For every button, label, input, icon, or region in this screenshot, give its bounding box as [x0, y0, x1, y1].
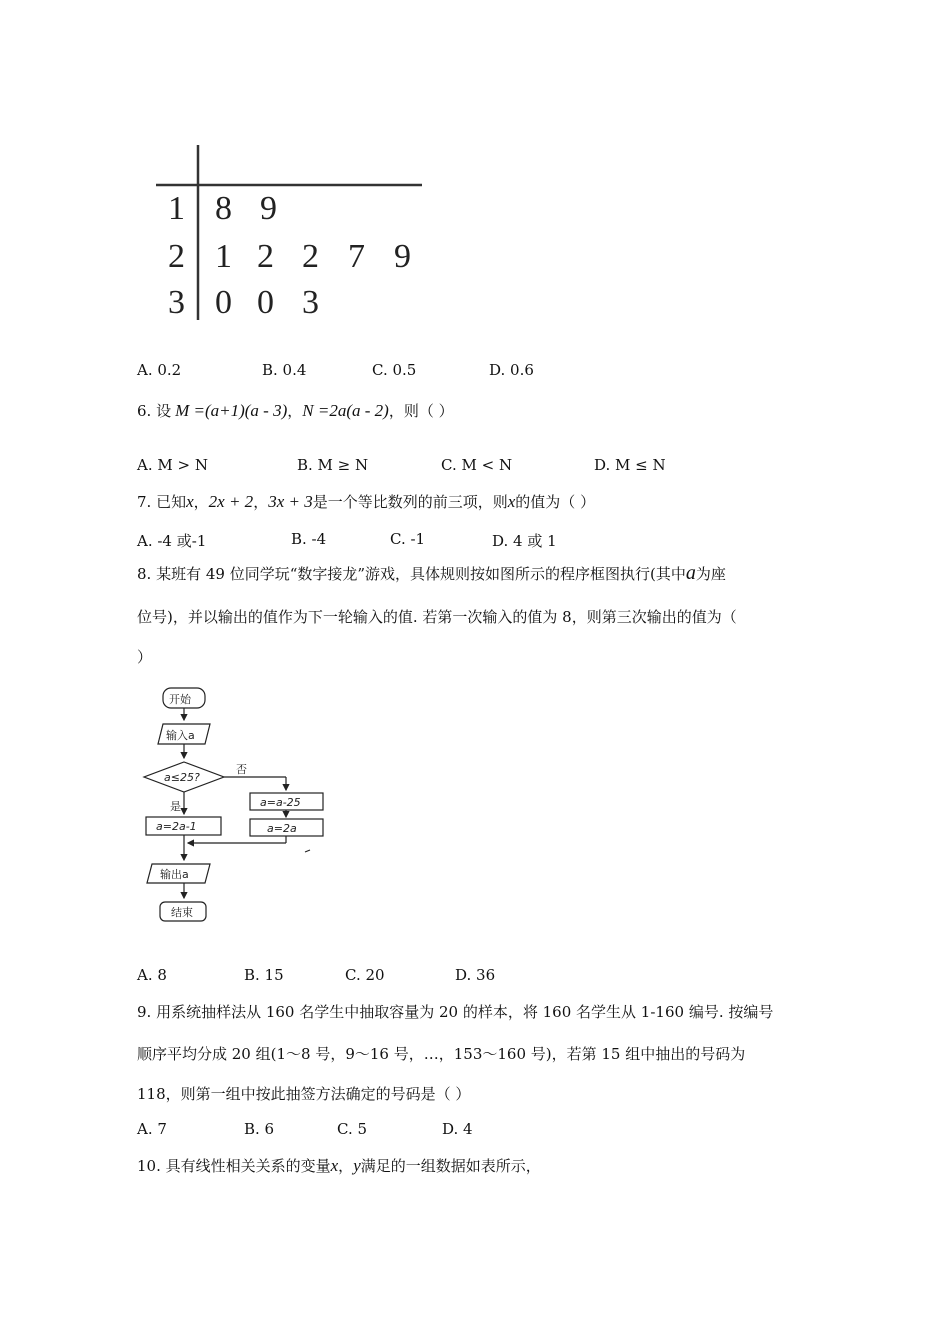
- option-c: C. 5: [337, 1120, 368, 1138]
- stem-leaf-lines: [150, 140, 430, 325]
- option-a: A. M > N: [137, 456, 208, 474]
- leaf: 9: [394, 238, 411, 275]
- option-a: A. 7: [137, 1120, 167, 1138]
- question-7: [137, 491, 595, 512]
- option-d: D. M ≤ N: [594, 456, 666, 474]
- question-9-line-3: 118，则第一组中按此抽签方法确定的号码是（ ）: [137, 1085, 471, 1103]
- q8-var-a: a: [685, 562, 696, 584]
- leaf: 9: [260, 190, 277, 227]
- flowchart: [130, 680, 360, 930]
- q6-n-expr: N =2a(a - 2): [302, 401, 389, 420]
- leaf: 2: [302, 238, 319, 275]
- stem-2: 2: [168, 238, 185, 275]
- q10-var-y: y: [353, 1156, 361, 1175]
- flow-cond-label: a≤25?: [164, 771, 200, 784]
- question-8-line-2: 位号)，并以输出的值作为下一轮输入的值. 若第一次输入的值为 8，则第三次输出的值为（: [137, 608, 737, 626]
- option-d: D. 4: [442, 1120, 473, 1138]
- q10-suffix: 满足的一组数据如表所示，: [360, 1157, 541, 1175]
- option-b: B. 6: [244, 1120, 275, 1138]
- q7-var-x2: x: [507, 492, 516, 511]
- leaf: 8: [215, 190, 232, 227]
- q7-expr2: 2x + 2: [208, 492, 254, 511]
- option-d: D. 36: [455, 966, 496, 984]
- q7-mid: 是一个等比数列的前三项，则: [312, 493, 508, 511]
- leaf: 0: [215, 284, 232, 321]
- question-8-line-3: ）: [137, 648, 153, 666]
- q10-sep: ，: [338, 1157, 354, 1175]
- option-b: B. M ≥ N: [297, 456, 369, 474]
- q7-expr3: 3x + 3: [268, 492, 313, 511]
- flow-output-label: 输出a: [160, 868, 189, 881]
- leaf: 0: [257, 284, 274, 321]
- q6-sep: ，: [287, 402, 303, 420]
- option-a: A. 0.2: [137, 361, 182, 379]
- flow-end-label: 结束: [171, 906, 193, 919]
- option-b: B. 15: [244, 966, 284, 984]
- flow-no-label: 否: [236, 763, 247, 776]
- leaf: 7: [348, 238, 365, 275]
- flow-yes-label: 是: [170, 800, 181, 813]
- q7-suffix: 的值为（ ）: [515, 493, 596, 511]
- question-9-line-1: 9. 用系统抽样法从 160 名学生中抽取容量为 20 的样本，将 160 名学生从 1-160 编号. 按编号: [137, 1003, 774, 1021]
- option-d: D. 4 或 1: [492, 532, 557, 550]
- flow-input-label: 输入a: [166, 729, 195, 742]
- option-c: C. M < N: [441, 456, 513, 474]
- flow-start-label: 开始: [169, 693, 191, 706]
- q7-var-x: x: [186, 492, 194, 511]
- leaf: 2: [257, 238, 274, 275]
- q8-text-end: 为座: [695, 565, 726, 583]
- option-a: A. 8: [137, 966, 167, 984]
- option-c: C. 20: [345, 966, 385, 984]
- option-b: B. -4: [291, 530, 327, 548]
- question-6: [137, 400, 454, 421]
- stem-3: 3: [168, 284, 185, 321]
- option-b: B. 0.4: [262, 361, 307, 379]
- q10-prefix: 10. 具有线性相关关系的变量: [137, 1157, 331, 1175]
- q7-prefix: 7. 已知: [137, 493, 187, 511]
- option-a: A. -4 或-1: [137, 532, 207, 550]
- option-c: C. 0.5: [372, 361, 417, 379]
- stem-1: 1: [168, 190, 185, 227]
- option-d: D. 0.6: [489, 361, 534, 379]
- q6-m-expr: M =(a+1)(a - 3): [175, 401, 288, 420]
- q10-var-x: x: [330, 1156, 339, 1175]
- question-9-line-2: 顺序平均分成 20 组(1～8 号，9～16 号，…，153～160 号)，若第 15 组中抽出的号码为: [137, 1045, 746, 1063]
- q6-prefix: 6. 设: [137, 402, 172, 420]
- question-8-line-1: [137, 562, 726, 585]
- option-c: C. -1: [390, 530, 426, 548]
- leaf: 1: [215, 238, 232, 275]
- flow-no-box-2-label: a=2a: [267, 822, 297, 835]
- flow-no-box-1-label: a=a-25: [260, 796, 301, 809]
- flow-yes-box-label: a=2a-1: [156, 820, 197, 833]
- q7-sep1: ，: [193, 493, 209, 511]
- q7-sep2: ，: [253, 493, 269, 511]
- q6-suffix: ，则（ ）: [388, 402, 454, 420]
- leaf: 3: [302, 284, 319, 321]
- q8-text: 8. 某班有 49 位同学玩“数字接龙”游戏，具体规则按如图所示的程序框图执行(其中: [137, 565, 686, 583]
- question-10: [137, 1155, 541, 1176]
